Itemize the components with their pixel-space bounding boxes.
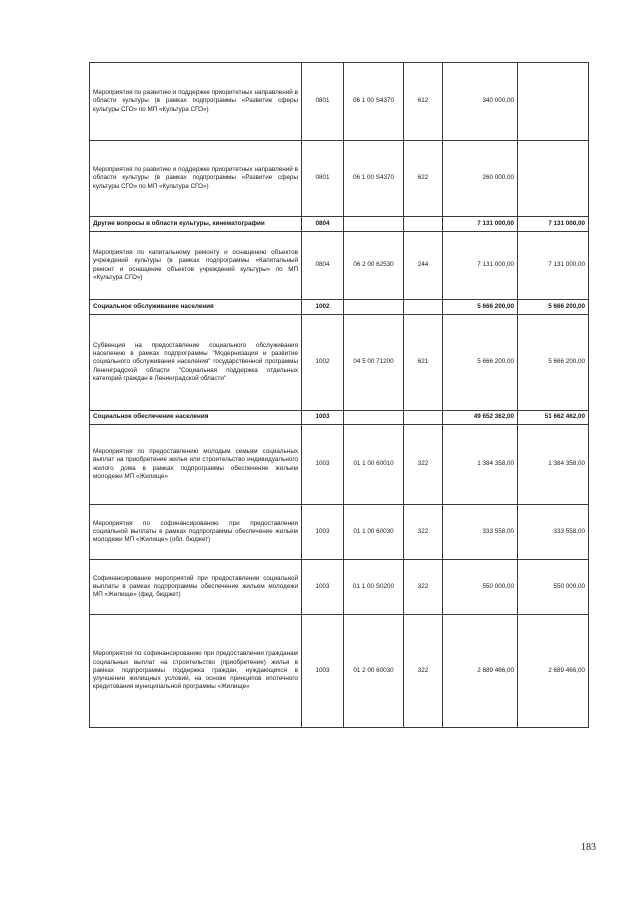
target-code-cell [344,217,404,232]
expense-type-cell: 612 [404,63,443,141]
section-code-cell: 1003 [302,425,344,505]
budget-table [89,62,589,728]
amount-cell-year2: 550 000,00 [518,560,589,615]
amount-cell-year1: 550 000,00 [443,560,518,615]
table-row [90,141,589,217]
target-code-cell: 01 1 00 60010 [344,425,404,505]
expense-name-cell: Мероприятия по капитальному ремонту и оснащению объектов учреждений культуры (в рамках подпрограммы «Капитальный ремонт и оснащение объектов учреждений культуры» по МП «Культура СГО») [90,232,302,300]
target-code-cell: 01 1 00 S0200 [344,560,404,615]
table-row [90,505,589,560]
table-row [90,615,589,728]
amount-cell-year1: 7 131 000,00 [443,232,518,300]
amount-cell-year2 [518,63,589,141]
amount-cell-year2: 1 384 358,00 [518,425,589,505]
expense-type-cell: 244 [404,232,443,300]
section-code-cell: 0804 [302,217,344,232]
target-code-cell: 06 1 00 S4370 [344,141,404,217]
expense-name-cell: Мероприятия по развитию и поддержке приоритетных направлений в области культуры (в рамках подпрограммы «Развитие сферы культуры СГО» по МП «Культура СГО») [90,141,302,217]
section-code-cell: 1003 [302,615,344,728]
expense-type-cell: 621 [404,315,443,411]
section-code-cell: 0801 [302,63,344,141]
amount-cell-year1: 49 652 362,00 [443,411,518,425]
expense-name-cell: Мероприятия по софинансированию при предоставлении социальной выплаты в рамках подпрограммы обеспечение жильем молодежи МП «Жилище» (обл. бюджет) [90,505,302,560]
table-row [90,425,589,505]
table-row [90,560,589,615]
target-code-cell: 06 1 00 S4370 [344,63,404,141]
section-code-cell: 1002 [302,300,344,315]
expense-type-cell [404,300,443,315]
expense-type-cell: 622 [404,141,443,217]
amount-cell-year1: 260 000,00 [443,141,518,217]
table-row [90,232,589,300]
target-code-cell: 01 1 00 60030 [344,505,404,560]
amount-cell-year1: 5 666 200,00 [443,315,518,411]
section-code-cell: 0801 [302,141,344,217]
amount-cell-year1: 7 131 000,00 [443,217,518,232]
expense-name-cell: Социальное обеспечение населения [90,411,302,425]
page-number: 183 [581,842,596,853]
amount-cell-year2 [518,141,589,217]
expense-name-cell: Софинансирование мероприятий при предоставлении социальной выплаты в рамках подпрограммы обеспечение жильем молодежи МП «Жилище» (фед. бюджет) [90,560,302,615]
table-row [90,63,589,141]
section-code-cell: 1003 [302,411,344,425]
expense-type-cell: 322 [404,615,443,728]
section-code-cell: 0804 [302,232,344,300]
target-code-cell [344,411,404,425]
expense-type-cell [404,411,443,425]
section-code-cell: 1003 [302,560,344,615]
expense-type-cell: 322 [404,425,443,505]
section-code-cell: 1002 [302,315,344,411]
amount-cell-year2: 333 558,00 [518,505,589,560]
expense-name-cell: Другие вопросы в области культуры, кинематографии [90,217,302,232]
expense-type-cell: 322 [404,505,443,560]
amount-cell-year1: 333 558,00 [443,505,518,560]
amount-cell-year1: 2 689 466,00 [443,615,518,728]
amount-cell-year1: 340 000,00 [443,63,518,141]
amount-cell-year2: 7 131 000,00 [518,232,589,300]
table-row-section [90,411,589,425]
expense-type-cell: 322 [404,560,443,615]
expense-name-cell: Субвенция на предоставление социального обслуживания населению в рамках подпрограммы "Модернизация и развитие социального обслуживания населения" государственной программы Ленинградской области "Социальная поддержка отдельных категорий граждан в Ленинградской области" [90,315,302,411]
table-row-section [90,300,589,315]
expense-name-cell: Мероприятия по предоставлению молодым семьям социальных выплат на приобретение жилья или строительство индивидуального жилого дома в рамках подпрограммы обеспечение жильем молодежи МП «Жилище» [90,425,302,505]
section-code-cell: 1003 [302,505,344,560]
expense-name-cell: Социальное обслуживание населения [90,300,302,315]
expense-type-cell [404,217,443,232]
target-code-cell [344,300,404,315]
expense-name-cell: Мероприятия по развитию и поддержке приоритетных направлений в области культуры (в рамках подпрограммы «Развитие сферы культуры СГО» по МП «Культура СГО») [90,63,302,141]
amount-cell-year2: 7 131 000,00 [518,217,589,232]
amount-cell-year1: 1 384 358,00 [443,425,518,505]
amount-cell-year2: 5 666 200,00 [518,300,589,315]
amount-cell-year2: 51 662 462,00 [518,411,589,425]
table-row-section [90,217,589,232]
target-code-cell: 01 2 00 60030 [344,615,404,728]
amount-cell-year2: 2 689 466,00 [518,615,589,728]
table-row [90,315,589,411]
target-code-cell: 06 2 00 62530 [344,232,404,300]
amount-cell-year2: 5 666 200,00 [518,315,589,411]
target-code-cell: 04 5 00 71200 [344,315,404,411]
expense-name-cell: Мероприятия по софинансированию при предоставлении гражданам социальных выплат на строительство (приобретение) жилья в рамках подпрограммы поддержка граждан, нуждающихся в улучшении жилищных условий, на основе принципов ипотечного кредитования муниципальной программы «Жилище» [90,615,302,728]
amount-cell-year1: 5 666 200,00 [443,300,518,315]
